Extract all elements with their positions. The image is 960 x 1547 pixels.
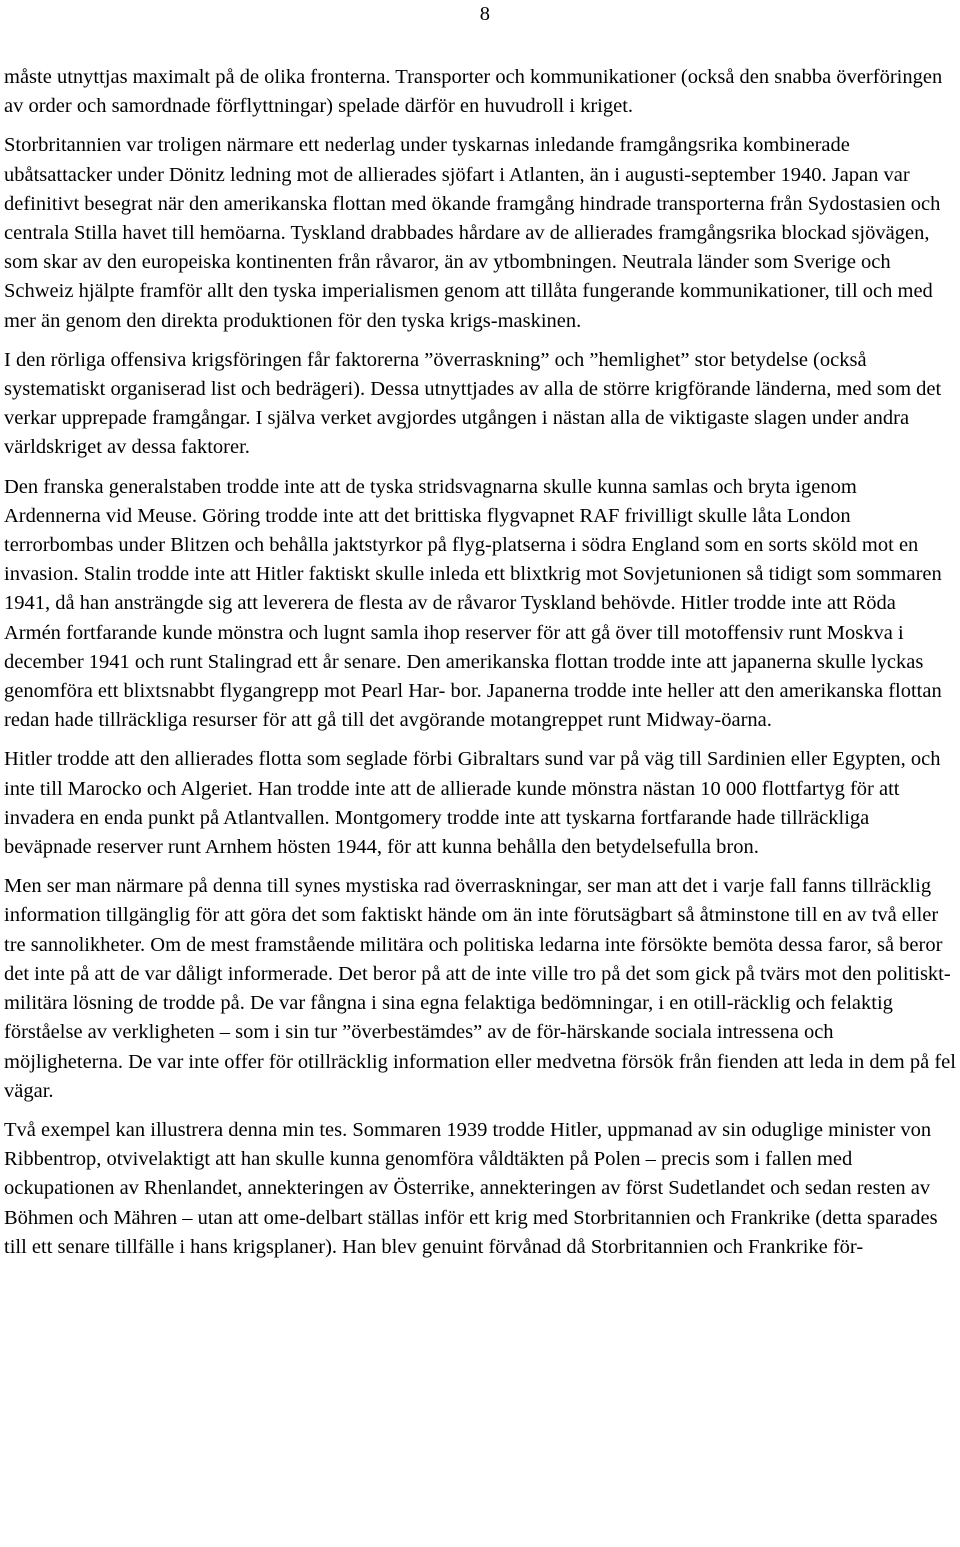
paragraph-2: Storbritannien var troligen närmare ett nederlag under tyskarnas inledande framgångsrika kombinerade ubåtsattacker under Dönitz ledning mot de allierades sjöfart i Atlanten, än i augusti-september 1940. Japan var definitivt besegrat när den amerikanska flottan med ökande framgång hindrade transporterna från Sydostasien och centrala Stilla havet till hemöarna. Tyskland drabbades hårdare av de allierades framgångsrika blockad sjövägen, som skar av den europeiska kontinenten från råvaror, än av ytbombningen. Neutrala länder som Sverige och Schweiz hjälpte framför allt den tyska imperialismen genom att tillåta fungerande kommunikationer, till och med mer än genom den direkta produktionen för den tyska krigs-maskinen. xyxy=(4,134,941,332)
page-body xyxy=(4,63,956,1262)
paragraph-5: Hitler trodde att den allierades flotta som seglade förbi Gibraltars sund var på väg till Sardinien eller Egypten, och inte till Marocko och Algeriet. Han trodde inte att de allierade kunde mönstra nästan 10 000 flottfartyg för att invadera en enda punkt på Atlantvallen. Montgomery trodde inte att tyskarna fortfarande hade tillräckliga beväpnade reserver runt Arnhem hösten 1944, för att kunna behålla den betydelsefulla bron. xyxy=(4,748,941,859)
paragraph-6: Men ser man närmare på denna till synes mystiska rad överraskningar, ser man att det i varje fall fanns tillräcklig information tillgänglig för att göra det som faktiskt hände om än inte förutsägbart så åtminstone till en av två eller tre sannolikheter. Om de mest framstående militära och politiska ledarna inte försökte bemöta dessa faror, så beror det inte på att de var dåligt informerade. Det beror på att de inte ville tro på det som gick på tvärs mot den politiskt-militära lösning de trodde på. De var fångna i sina egna felaktiga bedömningar, i en otill-räcklig och felaktig förståelse av verkligheten – som i sin tur ”överbestämdes” av de för-härskande sociala intressena och möjligheterna. De var inte offer för otillräcklig information eller medvetna försök från fienden att leda in dem på fel vägar. xyxy=(4,875,956,1102)
paragraph-1: måste utnyttjas maximalt på de olika fronterna. Transporter och kommunikationer (också den snabba överföringen av order och samordnade förflyttningar) spelade därför en huvudroll i kriget. xyxy=(4,66,943,118)
paragraph-4: Den franska generalstaben trodde inte att de tyska stridsvagnarna skulle kunna samlas och bryta igenom Ardennerna vid Meuse. Göring trodde inte att det brittiska flygvapnet RAF frivilligt skulle låta London terrorbombas under Blitzen och behålla jaktstyrkor på flyg-platserna i södra England som en sorts sköld mot en invasion. Stalin trodde inte att Hitler faktiskt skulle inleda ett blixtkrig mot Sovjetunionen så tidigt som sommaren 1941, då han ansträngde sig att leverera de flesta av de råvaror Tyskland behövde. Hitler trodde inte att Röda Armén fortfarande kunde mönstra och lugnt samla ihop reserver för att gå över till motoffensiv runt Moskva i december 1941 och runt Stalingrad ett år senare. Den amerikanska flottan trodde inte att japanerna skulle lyckas genomföra ett blixtsnabbt flygangrepp mot Pearl Har- bor. Japanerna trodde inte heller att den amerikanska flottan redan hade tillräckliga resurser för att gå till det avgörande motangreppet runt Midway-öarna. xyxy=(4,475,942,732)
paragraph-7: Två exempel kan illustrera denna min tes. Sommaren 1939 trodde Hitler, uppmanad av sin oduglige minister von Ribbentrop, otvivelaktigt att han skulle kunna genomföra våldtäkten på Polen – precis som i fallen med ockupationen av Rhenlandet, annekteringen av Österrike, annekteringen av först Sudetlandet och sedan resten av Böhmen och Mähren – utan att ome-delbart ställas inför ett krig med Storbritannien och Frankrike (detta sparades till ett senare tillfälle i hans krigsplaner). Han blev genuint förvånad då Storbritannien och Frankrike för- xyxy=(4,1118,938,1258)
paragraph-3: I den rörliga offensiva krigsföringen får faktorerna ”överraskning” och ”hemlighet” stor betydelse (också systematiskt organiserad list och bedrägeri). Dessa utnyttjades av alla de större krigförande länderna, med som det verkar upprepade framgångar. I själva verket avgjordes utgången i nästan alla de viktigaste slagen under andra världskriget av dessa faktorer. xyxy=(4,348,942,459)
page-number: 8 xyxy=(479,3,490,25)
